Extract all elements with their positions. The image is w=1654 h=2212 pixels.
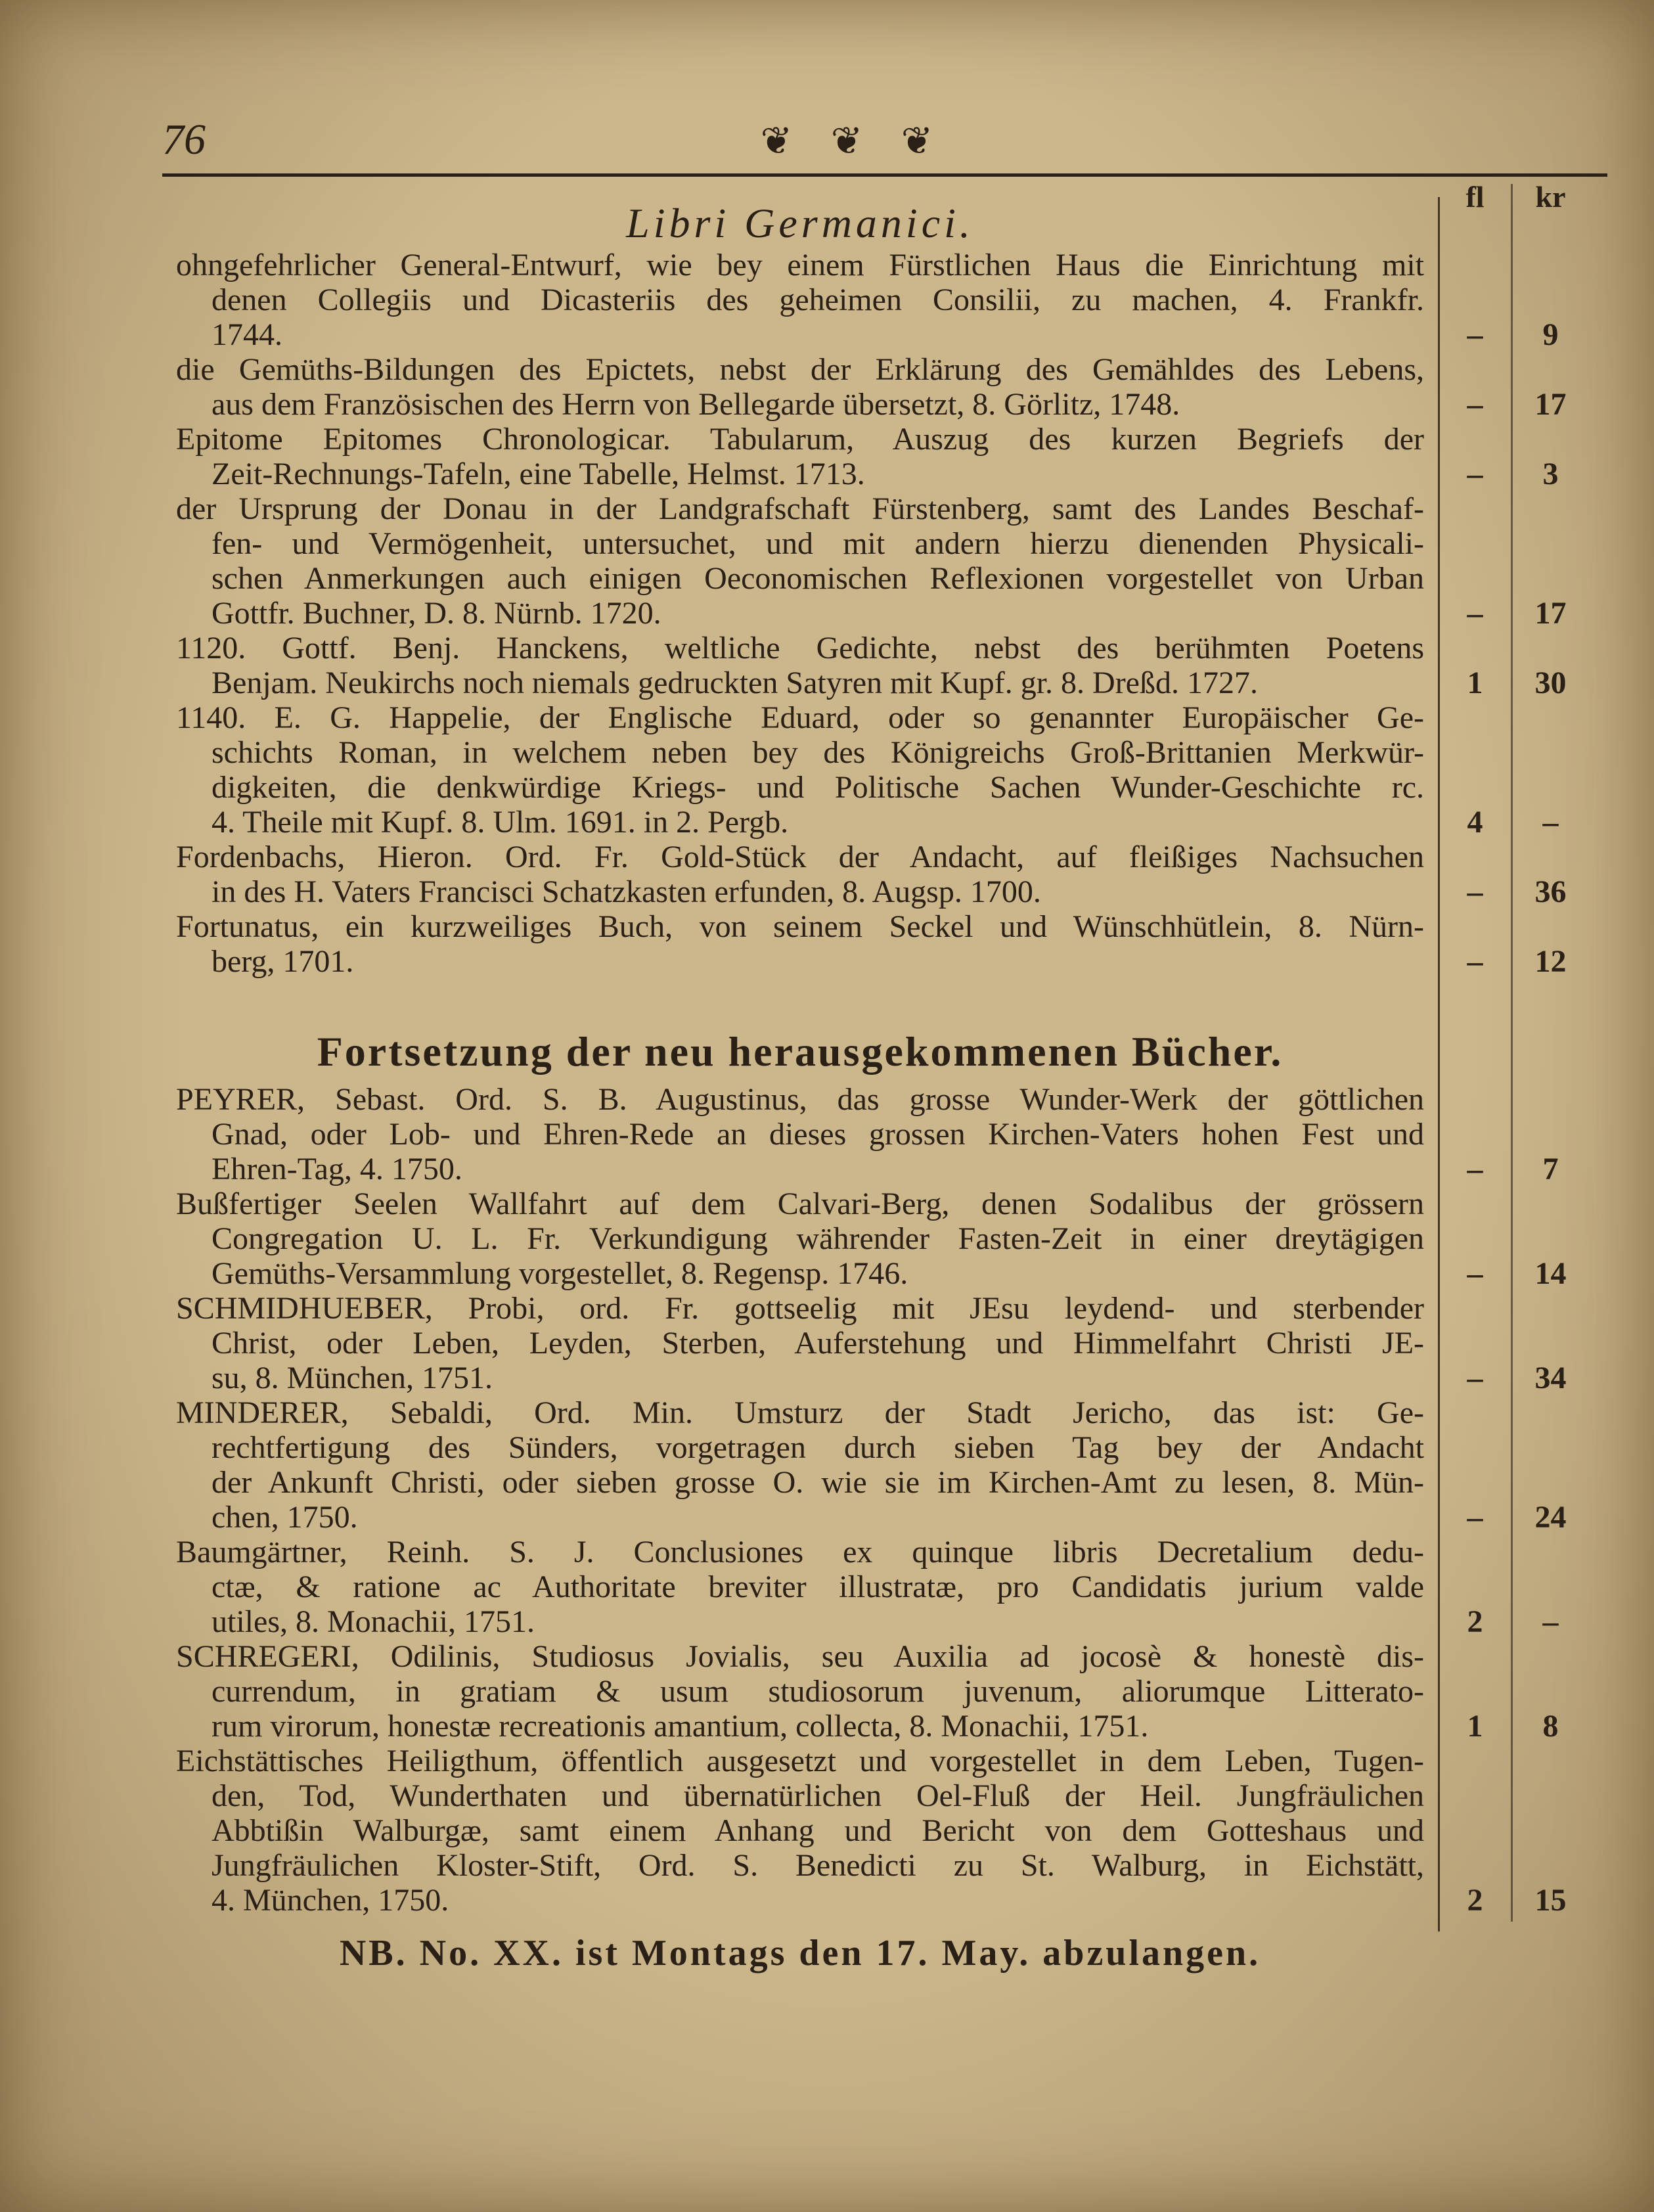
entry-line: su, 8. München, 1751.: [212, 1361, 493, 1395]
price-fl: –: [1467, 1361, 1483, 1395]
price-fl: 4: [1467, 805, 1483, 840]
entry-line: Eichstättisches Heiligthum, öffentlich ausgesetzt und vorgestellet in dem Leben, Tugen-: [176, 1744, 1424, 1778]
price-kr: 3: [1542, 457, 1559, 491]
price-kr: 30: [1534, 666, 1567, 700]
price-kr: 36: [1534, 874, 1567, 909]
entry-text: [176, 840, 1424, 909]
catalog-entry: [176, 1291, 1590, 1395]
catalog-entry: [176, 248, 1590, 352]
column-header-fl: fl: [1465, 180, 1485, 214]
price-fl: –: [1467, 1500, 1483, 1535]
entry-line: 1120. Gottf. Benj. Hanckens, weltliche Gedichte, nebst des berühmten Poetens: [176, 631, 1424, 666]
entry-text: [176, 1395, 1424, 1535]
footer-note: NB. No. XX. ist Montags den 17. May. abzulangen.: [339, 1933, 1261, 1974]
entry-line: in des H. Vaters Francisci Schatzkasten erfunden, 8. Augsp. 1700.: [212, 874, 1041, 909]
price-fl: –: [1467, 387, 1483, 422]
entry-line: berg, 1701.: [212, 944, 354, 979]
entry-line: der Ankunft Christi, oder sieben grosse O. wie sie im Kirchen-Amt zu lesen, 8. Mün-: [212, 1465, 1424, 1500]
price-kr: 24: [1534, 1500, 1567, 1535]
price-kr: 12: [1534, 944, 1567, 979]
entry-line: utiles, 8. Monachii, 1751.: [212, 1604, 535, 1639]
entry-text: [176, 491, 1424, 631]
price-fl: –: [1467, 1152, 1483, 1186]
section-title: Libri Germanici.: [626, 200, 974, 246]
entry-line: 1744.: [212, 317, 282, 352]
entry-line: schichts Roman, in welchem neben bey des Königreichs Groß-Brittanien Merkwür-: [212, 735, 1424, 770]
catalog: [176, 199, 1590, 1973]
catalog-entry: [176, 491, 1590, 631]
entry-line: der Ursprung der Donau in der Landgrafschaft Fürstenberg, samt des Landes Beschaf-: [176, 491, 1424, 526]
entry-text: [176, 631, 1424, 700]
entry-line: 1140. E. G. Happelie, der Englische Eduard, oder so genannter Europäischer Ge-: [176, 700, 1424, 735]
catalog-entry: [176, 631, 1590, 700]
catalog-section: [176, 199, 1590, 979]
entry-text: [176, 1291, 1424, 1395]
price-kr: 7: [1542, 1152, 1559, 1186]
price-fl: 1: [1467, 666, 1483, 700]
entry-line: currendum, in gratiam & usum studiosorum juvenum, aliorumque Litterato-: [212, 1674, 1424, 1709]
price-fl: –: [1467, 317, 1483, 352]
price-kr: –: [1542, 805, 1559, 840]
price-kr: 15: [1534, 1883, 1567, 1918]
entry-line: Ehren-Tag, 4. 1750.: [212, 1152, 462, 1186]
entry-line: Congregation U. L. Fr. Verkundigung währender Fasten-Zeit in einer dreytägigen: [212, 1221, 1424, 1256]
catalog-entry: [176, 909, 1590, 979]
column-header-kr: kr: [1535, 180, 1566, 214]
entry-line: rechtfertigung des Sünders, vorgetragen durch sieben Tag bey der Andacht: [212, 1430, 1424, 1465]
entry-line: die Gemüths-Bildungen des Epictets, nebst der Erklärung des Gemähldes des Lebens,: [176, 352, 1424, 387]
entry-text: [176, 1535, 1424, 1639]
price-kr: 17: [1534, 596, 1567, 631]
entry-line: denen Collegiis und Dicasteriis des geheimen Consilii, zu machen, 4. Frankfr.: [212, 282, 1424, 317]
catalog-sections: [176, 199, 1590, 1918]
entry-line: schen Anmerkungen auch einigen Oeconomischen Reflexionen vorgestellet von Urban: [212, 561, 1424, 596]
price-kr: 8: [1542, 1709, 1559, 1744]
catalog-section: [176, 1021, 1590, 1918]
catalog-entry: [176, 1744, 1590, 1918]
entry-text: [176, 700, 1424, 840]
entry-line: Gnad, oder Lob- und Ehren-Rede an dieses grossen Kirchen-Vaters hohen Fest und: [212, 1117, 1424, 1152]
catalog-entry: [176, 1395, 1590, 1535]
entry-line: Abbtißin Walburgæ, samt einem Anhang und Bericht von dem Gotteshaus und: [212, 1813, 1424, 1848]
entry-line: rum virorum, honestæ recreationis amantium, collecta, 8. Monachii, 1751.: [212, 1709, 1149, 1744]
price-fl: –: [1467, 944, 1483, 979]
entry-text: [176, 1186, 1424, 1291]
entry-line: digkeiten, die denkwürdige Kriegs- und Politische Sachen Wunder-Geschichte rc.: [212, 770, 1424, 805]
price-kr: 14: [1534, 1256, 1567, 1291]
entry-line: den, Tod, Wunderthaten und übernatürlichen Oel-Fluß der Heil. Jungfräulichen: [212, 1778, 1424, 1813]
entry-text: [176, 1639, 1424, 1744]
entry-text: [176, 248, 1424, 352]
price-kr: 34: [1534, 1361, 1567, 1395]
price-fl: 2: [1467, 1604, 1483, 1639]
header-rule: [162, 173, 1607, 177]
entry-text: [176, 1082, 1424, 1186]
entry-line: fen- und Vermögenheit, untersuchet, und mit andern hierzu dienenden Physicali-: [212, 526, 1424, 561]
entry-line: ctæ, & ratione ac Authoritate breviter illustratæ, pro Candidatis jurium valde: [212, 1569, 1424, 1604]
entry-line: chen, 1750.: [212, 1500, 358, 1535]
price-kr: 9: [1542, 317, 1559, 352]
entry-line: Epitome Epitomes Chronologicar. Tabularum, Auszug des kurzen Begriefs der: [176, 422, 1424, 457]
entry-line: Gemüths-Versammlung vorgestellet, 8. Regensp. 1746.: [212, 1256, 908, 1291]
entry-line: ohngefehrlicher General-Entwurf, wie bey einem Fürstlichen Haus die Einrichtung mit: [176, 248, 1424, 282]
entry-line: Fordenbachs, Hieron. Ord. Fr. Gold-Stück der Andacht, auf fleißiges Nachsuchen: [176, 840, 1424, 874]
entry-line: Fortunatus, ein kurzweiliges Buch, von seinem Seckel und Wünschhütlein, 8. Nürn-: [176, 909, 1424, 944]
entry-line: PEYRER, Sebast. Ord. S. B. Augustinus, das grosse Wunder-Werk der göttlichen: [176, 1082, 1424, 1117]
entry-line: Bußfertiger Seelen Wallfahrt auf dem Calvari-Berg, denen Sodalibus der grössern: [176, 1186, 1424, 1221]
catalog-entry: [176, 352, 1590, 422]
catalog-entry: [176, 840, 1590, 909]
catalog-entry: [176, 422, 1590, 491]
entry-line: SCHREGERI, Odilinis, Studiosus Jovialis, seu Auxilia ad jocosè & honestè dis-: [176, 1639, 1424, 1674]
section-title: Fortsetzung der neu herausgekommenen Bücher.: [317, 1028, 1284, 1075]
entry-line: Jungfräulichen Kloster-Stift, Ord. S. Benedicti zu St. Walburg, in Eichstätt,: [212, 1848, 1424, 1883]
entry-line: 4. München, 1750.: [212, 1883, 449, 1918]
catalog-entry: [176, 1639, 1590, 1744]
fleuron-ornament-icon: ❦ ❦ ❦: [760, 118, 947, 163]
price-kr: –: [1542, 1604, 1559, 1639]
catalog-entry: [176, 700, 1590, 840]
price-fl: –: [1467, 1256, 1483, 1291]
catalog-entry: [176, 1082, 1590, 1186]
catalog-entry: [176, 1535, 1590, 1639]
price-fl: –: [1467, 874, 1483, 909]
page-number: 76: [162, 116, 206, 164]
entry-line: 4. Theile mit Kupf. 8. Ulm. 1691. in 2. Pergb.: [212, 805, 789, 840]
entry-line: SCHMIDHUEBER, Probi, ord. Fr. gottseelig mit JEsu leydend- und sterbender: [176, 1291, 1424, 1326]
price-fl: 2: [1467, 1883, 1483, 1918]
entry-line: Gottfr. Buchner, D. 8. Nürnb. 1720.: [212, 596, 661, 631]
entry-text: [176, 909, 1424, 979]
entry-line: Baumgärtner, Reinh. S. J. Conclusiones ex quinque libris Decretalium dedu-: [176, 1535, 1424, 1569]
price-fl: –: [1467, 596, 1483, 631]
entry-text: [176, 1744, 1424, 1918]
price-fl: –: [1467, 457, 1483, 491]
entry-line: Zeit-Rechnungs-Tafeln, eine Tabelle, Helmst. 1713.: [212, 457, 865, 491]
entry-line: Benjam. Neukirchs noch niemals gedruckten Satyren mit Kupf. gr. 8. Dreßd. 1727.: [212, 666, 1258, 700]
entry-text: [176, 422, 1424, 491]
price-kr: 17: [1534, 387, 1567, 422]
entry-line: aus dem Französischen des Herrn von Bellegarde übersetzt, 8. Görlitz, 1748.: [212, 387, 1180, 422]
entry-line: MINDERER, Sebaldi, Ord. Min. Umsturz der Stadt Jericho, das ist: Ge-: [176, 1395, 1424, 1430]
entry-text: [176, 352, 1424, 422]
entry-line: Christ, oder Leben, Leyden, Sterben, Auferstehung und Himmelfahrt Christi JE-: [212, 1326, 1424, 1361]
catalog-entry: [176, 1186, 1590, 1291]
price-fl: 1: [1467, 1709, 1483, 1744]
